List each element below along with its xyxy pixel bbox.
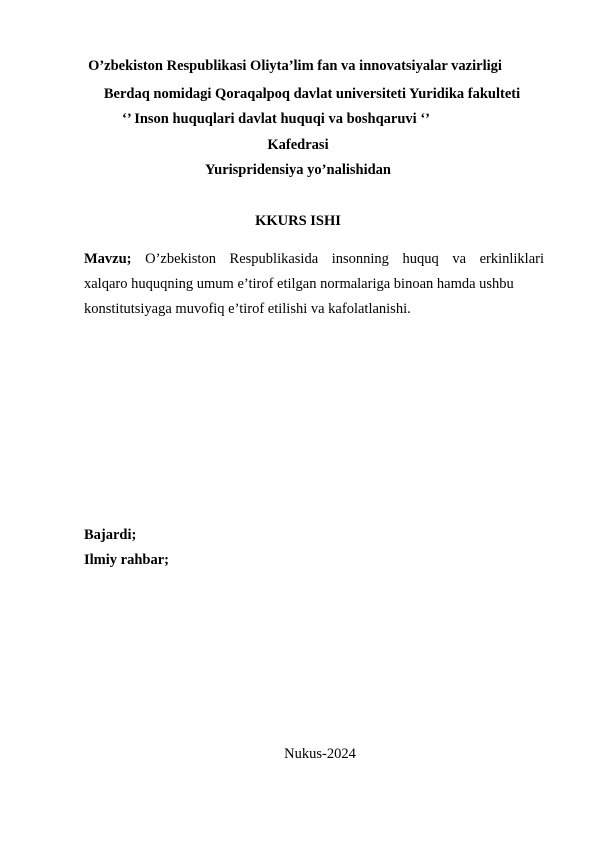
- place-year: Nukus-2024: [284, 746, 356, 762]
- direction-heading: Yurispridensiya yo’nalishidan: [204, 162, 391, 178]
- topic-line-3: konstitutsiyaga muvofiq e’tirof etilishi va kafolatlanishi.: [84, 301, 411, 317]
- university-heading: Berdaq nomidagi Qoraqalpoq davlat universiteti Yuridika fakulteti: [103, 86, 521, 102]
- document-title: KKURS ISHI: [255, 213, 341, 229]
- topic-label: Mavzu;: [84, 251, 132, 267]
- department-word: Kafedrasi: [267, 137, 329, 153]
- supervisor-label: Ilmiy rahbar;: [84, 552, 169, 568]
- topic-line-1: [84, 247, 544, 272]
- performed-by-label: Bajardi;: [84, 527, 137, 543]
- ministry-heading: O’zbekiston Respublikasi Oliyta’lim fan va innovatsiyalar vazirligi: [88, 58, 502, 74]
- topic-block: [84, 247, 544, 322]
- topic-line-2: xalqaro huquqning umum e’tirof etilgan normalariga binoan hamda ushbu: [84, 276, 514, 292]
- department-heading: ‘’ Inson huquqlari davlat huquqi va boshqaruvi ‘’: [122, 111, 430, 127]
- topic-text-1: O’zbekiston Respublikasida insonning huquq va erkinliklari: [145, 251, 545, 267]
